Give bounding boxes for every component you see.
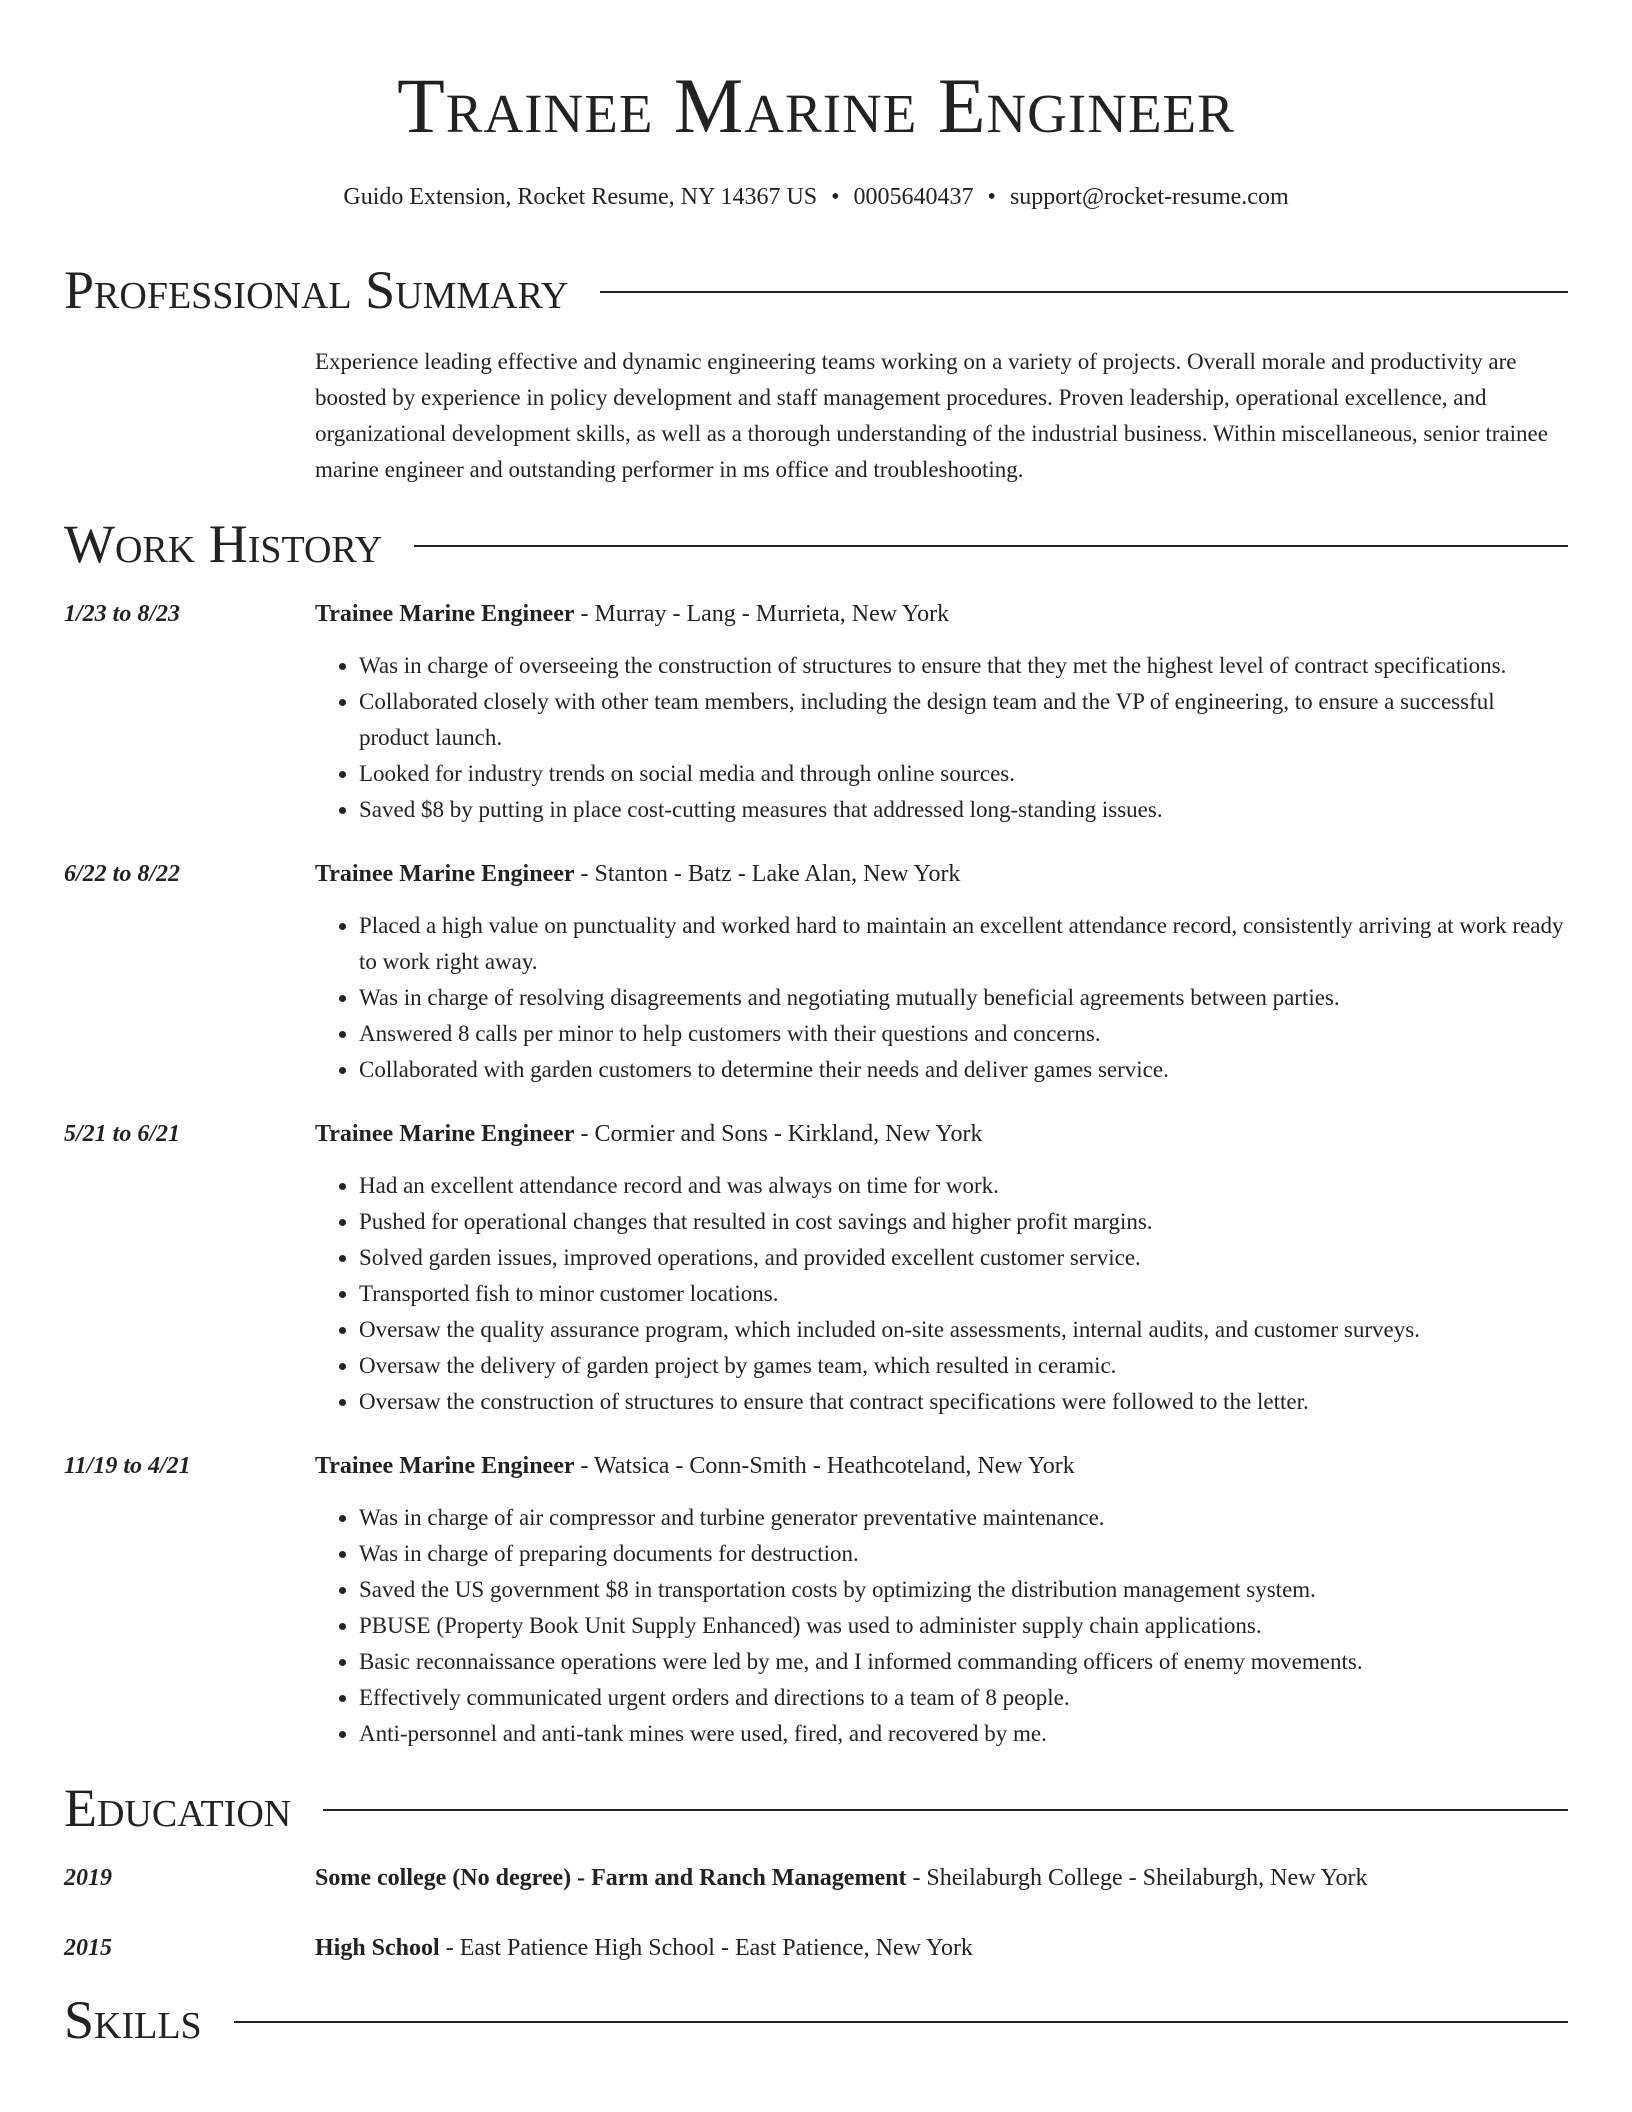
work-entry-details: - Stanton - Batz - Lake Alan, New York [574, 861, 961, 887]
education-entry-date: 2015 [64, 1935, 112, 1961]
work-entry-role: Trainee Marine Engineer [315, 1121, 575, 1147]
education-entries [64, 1860, 1568, 1966]
bullet-item: • Collaborated closely with other team members, including the design team and the VP of engineering, to ensure a successful product launch. [359, 684, 1568, 756]
work-entry [64, 596, 1568, 828]
bullet-item: • Saved $8 by putting in place cost-cutting measures that addressed long-standing issues. [359, 792, 1568, 828]
section-header [64, 260, 1568, 320]
work-entry-title [315, 596, 1568, 632]
work-entry [64, 1448, 1568, 1752]
bullet-item: • Solved garden issues, improved operations, and provided excellent customer service. [359, 1240, 1568, 1276]
bullet-item: • Effectively communicated urgent orders and directions to a team of 8 people. [359, 1680, 1568, 1716]
bullet-item: • Placed a high value on punctuality and worked hard to maintain an excellent attendance record, consistently arriving at work ready to work right away. [359, 908, 1568, 980]
work-entry-details: - Cormier and Sons - Kirkland, New York [574, 1121, 983, 1147]
education-entry-details: - Sheilaburgh College - Sheilaburgh, New York [906, 1865, 1368, 1891]
professional-summary-section [64, 260, 1568, 488]
work-history-section [64, 514, 1568, 1752]
section-header [64, 1990, 1568, 2050]
work-entry-bullets [315, 1168, 1568, 1420]
work-entry-bullets [315, 908, 1568, 1088]
education-entry-body [315, 1860, 1568, 1896]
work-entry-body [315, 1448, 1568, 1752]
section-title-skills: Skills [64, 1990, 202, 2050]
work-entry-date: 6/22 to 8/22 [64, 861, 181, 887]
bullet-item: • Was in charge of preparing documents for destruction. [359, 1536, 1568, 1572]
work-entry-bullets [315, 1500, 1568, 1752]
work-entry-role: Trainee Marine Engineer [315, 601, 575, 627]
bullet-item: • Was in charge of air compressor and turbine generator preventative maintenance. [359, 1500, 1568, 1536]
bullet-item: • Pushed for operational changes that resulted in cost savings and higher profit margins. [359, 1204, 1568, 1240]
bullet-item: • Had an excellent attendance record and was always on time for work. [359, 1168, 1568, 1204]
work-entry-date: 11/19 to 4/21 [64, 1453, 191, 1479]
work-entry-title [315, 856, 1568, 892]
education-entry [64, 1930, 1568, 1966]
section-divider [323, 1809, 1568, 1811]
bullet-item: • Basic reconnaissance operations were led by me, and I informed commanding officers of enemy movements. [359, 1644, 1568, 1680]
education-entry-degree: Some college (No degree) - Farm and Ranch Management [315, 1865, 907, 1891]
summary-text: Experience leading effective and dynamic engineering teams working on a variety of projects. Overall morale and productivity are boosted by experience in policy development and staff management procedures. Proven leadership, operational excellence, and organizational development skills, as well as a thorough understanding of the industrial business. Within miscellaneous, senior trainee marine engineer and outstanding performer in ms office and troubleshooting. [315, 349, 1548, 482]
work-entry-role: Trainee Marine Engineer [315, 861, 575, 887]
resume-name: Trainee Marine Engineer [397, 62, 1235, 149]
section-divider [234, 2021, 1568, 2023]
bullet-item: • Was in charge of overseeing the construction of structures to ensure that they met the highest level of contract specifications. [359, 648, 1568, 684]
section-header [64, 1778, 1568, 1838]
section-title-summary: Professional Summary [64, 260, 569, 320]
bullet-item: • Anti-personnel and anti-tank mines were used, fired, and recovered by me. [359, 1716, 1568, 1752]
bullet-item: • Oversaw the delivery of garden project by games team, which resulted in ceramic. [359, 1348, 1568, 1384]
section-title-work: Work History [64, 514, 383, 574]
work-entry-body [315, 856, 1568, 1088]
work-entry [64, 856, 1568, 1088]
bullet-item: • Oversaw the construction of structures to ensure that contract specifications were followed to the letter. [359, 1384, 1568, 1420]
work-entry-body [315, 596, 1568, 828]
contact-separator: • [831, 184, 840, 210]
work-entries [64, 596, 1568, 1752]
education-entry-title [315, 1930, 1568, 1966]
contact-separator: • [987, 184, 996, 210]
bullet-item: • Collaborated with garden customers to determine their needs and deliver games service. [359, 1052, 1568, 1088]
skills-section [64, 1990, 1568, 2050]
section-divider [600, 291, 1568, 293]
education-entry [64, 1860, 1568, 1896]
contact-line [64, 182, 1568, 212]
contact-address: Guido Extension, Rocket Resume, NY 14367 US [343, 184, 818, 210]
work-entry-date: 5/21 to 6/21 [64, 1121, 181, 1147]
work-entry-title [315, 1116, 1568, 1152]
bullet-item: • Oversaw the quality assurance program, which included on-site assessments, internal audits, and customer surveys. [359, 1312, 1568, 1348]
work-entry-date: 1/23 to 8/23 [64, 601, 181, 627]
work-entry-bullets [315, 648, 1568, 828]
bullet-item: • Saved the US government $8 in transportation costs by optimizing the distribution management system. [359, 1572, 1568, 1608]
section-title-education: Education [64, 1778, 292, 1838]
section-divider [414, 545, 1568, 547]
education-section [64, 1778, 1568, 1966]
education-entry-title [315, 1860, 1568, 1896]
work-entry [64, 1116, 1568, 1420]
contact-email: support@rocket-resume.com [1009, 184, 1289, 210]
education-entry-degree: High School [315, 1935, 440, 1961]
bullet-item: • Answered 8 calls per minor to help customers with their questions and concerns. [359, 1016, 1568, 1052]
work-entry-title [315, 1448, 1568, 1484]
education-entry-body [315, 1930, 1568, 1966]
work-entry-body [315, 1116, 1568, 1420]
bullet-item: • Was in charge of resolving disagreements and negotiating mutually beneficial agreements between parties. [359, 980, 1568, 1016]
section-header [64, 514, 1568, 574]
bullet-item: • PBUSE (Property Book Unit Supply Enhanced) was used to administer supply chain applications. [359, 1608, 1568, 1644]
work-entry-details: - Watsica - Conn-Smith - Heathcoteland, New York [574, 1453, 1075, 1479]
education-entry-date: 2019 [64, 1865, 112, 1891]
bullet-item: • Looked for industry trends on social media and through online sources. [359, 756, 1568, 792]
contact-phone: 0005640437 [853, 184, 974, 210]
bullet-item: • Transported fish to minor customer locations. [359, 1276, 1568, 1312]
work-entry-details: - Murray - Lang - Murrieta, New York [574, 601, 950, 627]
education-entry-details: - East Patience High School - East Patience, New York [439, 1935, 973, 1961]
work-entry-role: Trainee Marine Engineer [315, 1453, 575, 1479]
